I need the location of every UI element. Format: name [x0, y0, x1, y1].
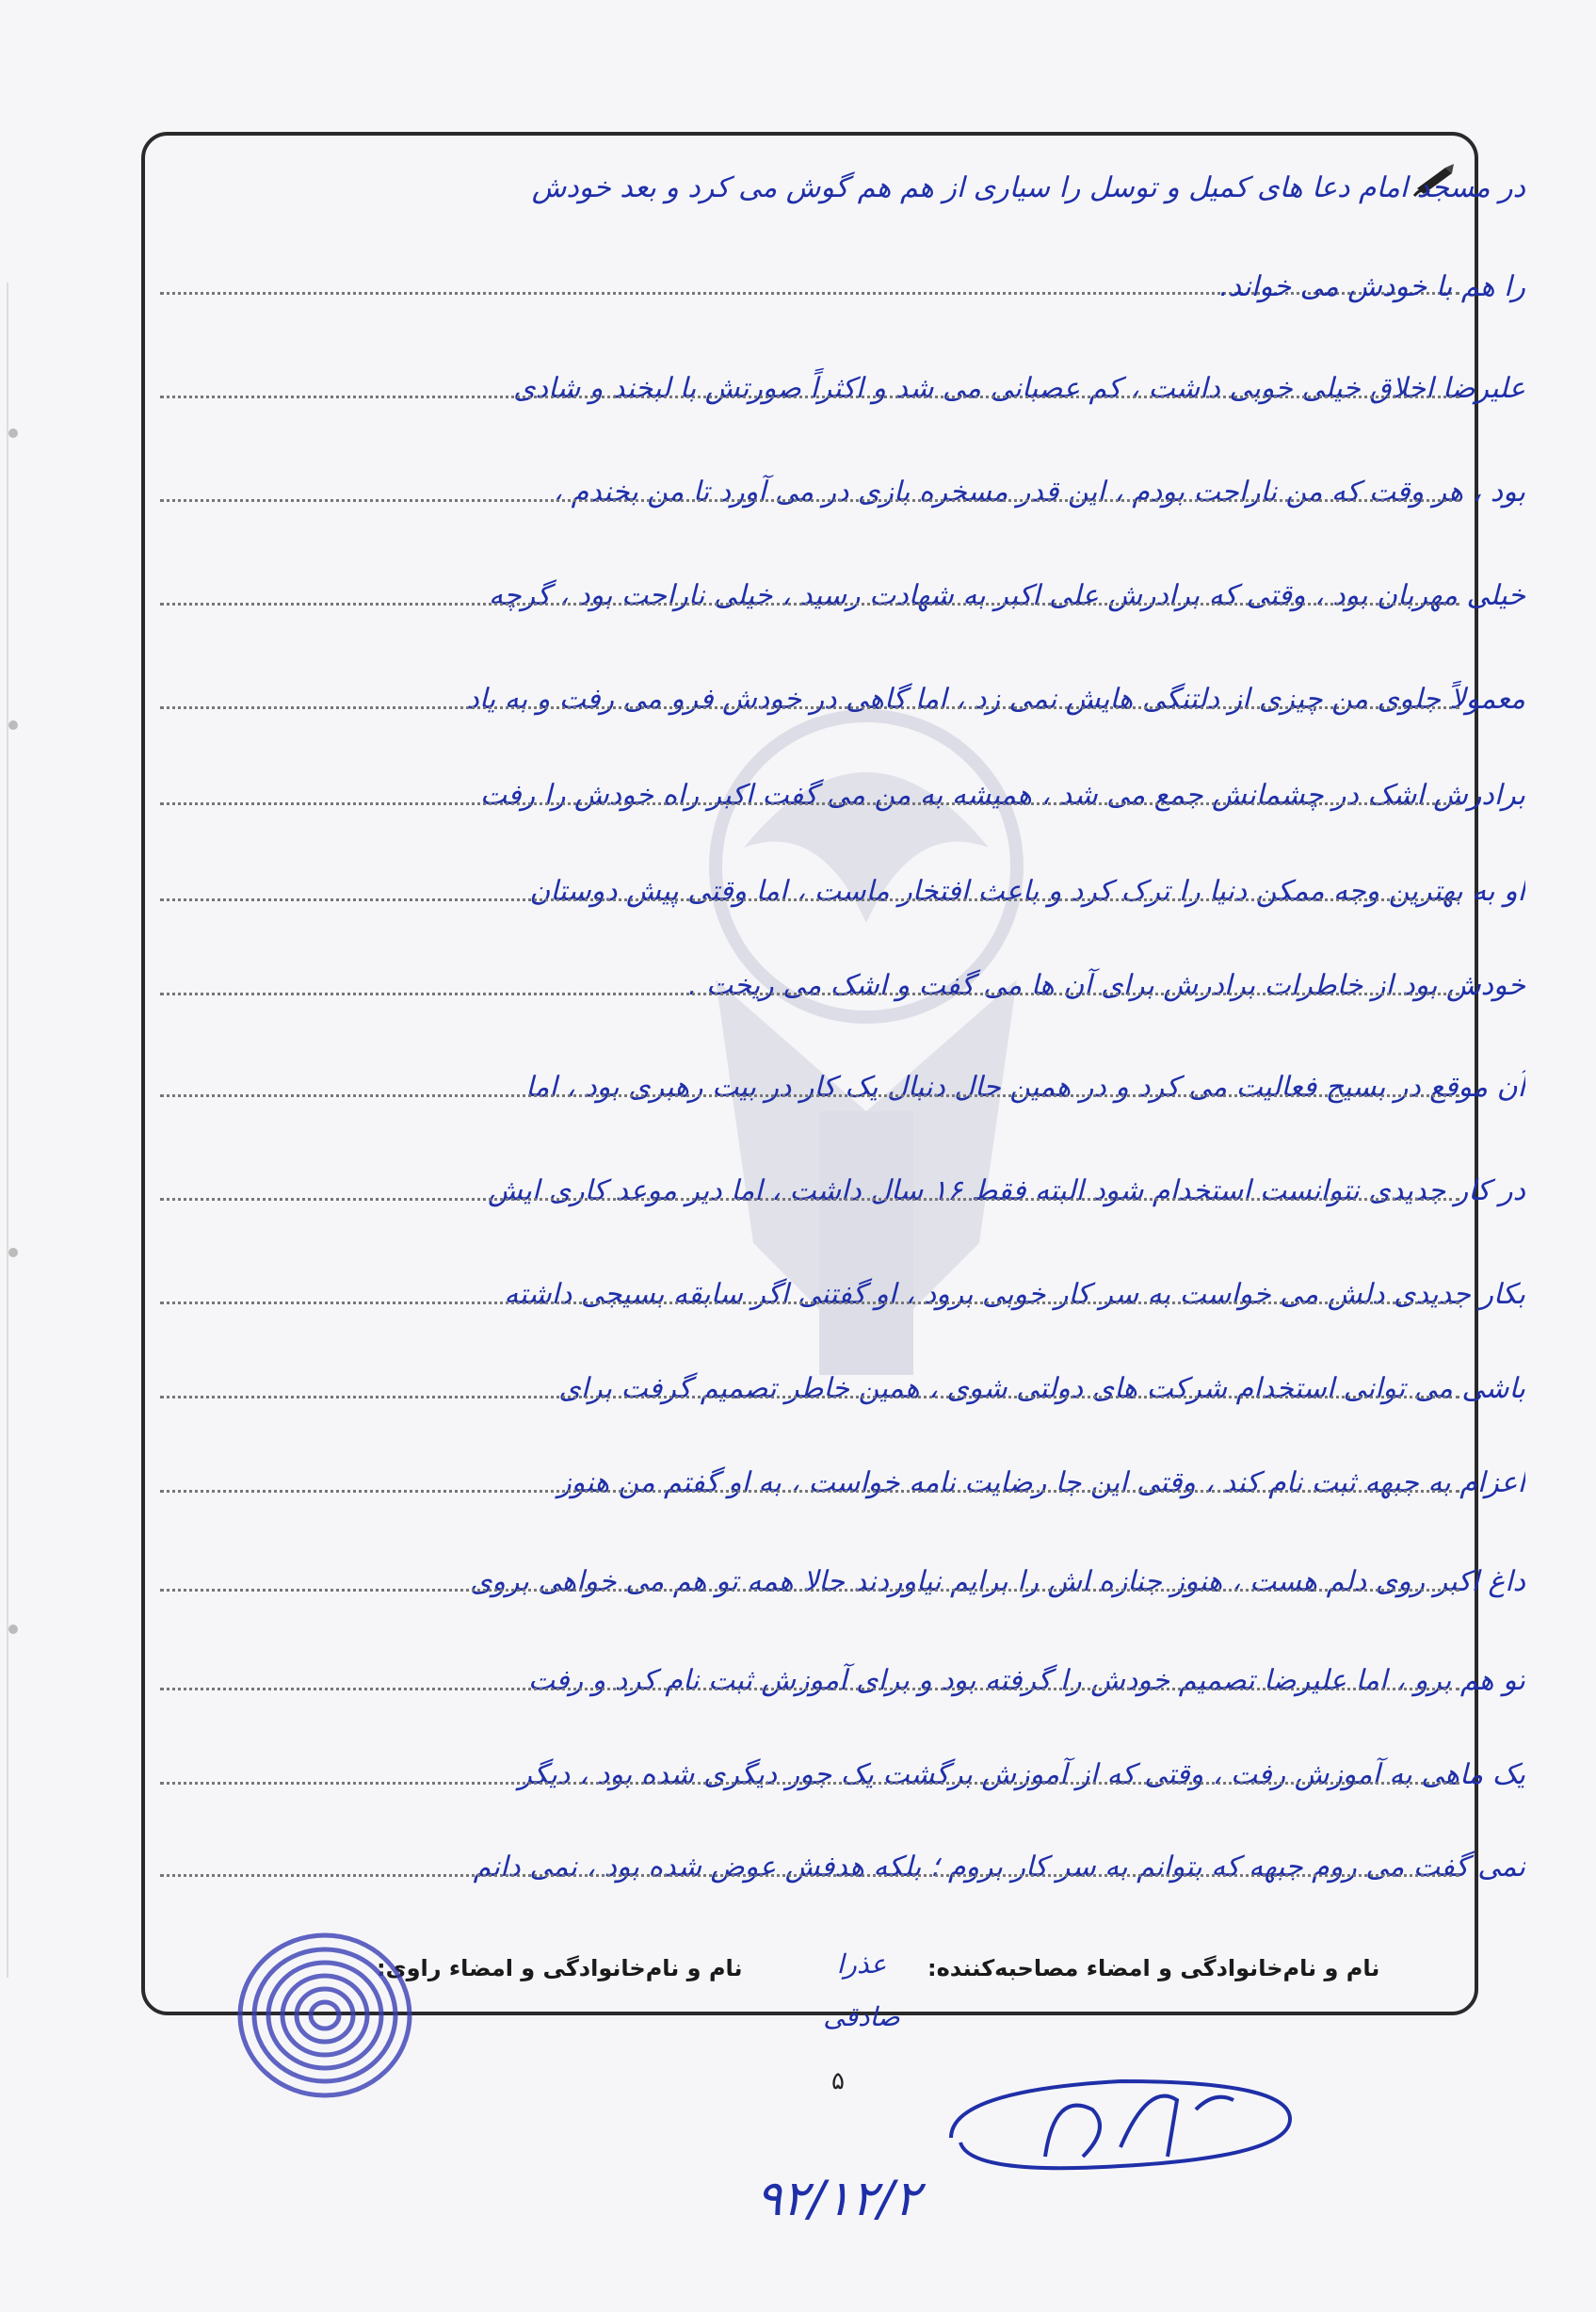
ruled-line	[160, 1589, 1459, 1592]
handwritten-line: اعزام به جبهه ثبت نام کند ، وقتی این جا رضایت نامه خواست ، به او گفتم من هنوز	[557, 1466, 1525, 1499]
ruled-line	[160, 1782, 1459, 1785]
handwritten-line: یک ماهی به آموزش رفت ، وقتی که از آموزش برگشت یک جور دیگری شده بود ، دیگر	[518, 1758, 1525, 1791]
handwritten-line: بکار جدیدی دلش می خواست به سر کار خوبی برود ، او گفتنی اگر سابقه بسیجی داشته	[504, 1278, 1525, 1311]
ruled-line	[160, 396, 1459, 398]
handwritten-date: ۹۲/۱۲/۲	[755, 2171, 921, 2227]
handwritten-line: علیرضا اخلاق خیلی خوبی داشت ، کم عصبانی می شد و اکثراً صورتش با لبخند و شادی	[513, 372, 1525, 405]
ruled-line	[160, 1302, 1459, 1304]
ruled-line	[160, 1688, 1459, 1690]
handwritten-line: خودش بود از خاطرات برادرش برای آن ها می گفت و اشک می ریخت .	[687, 969, 1525, 1002]
interviewer-name: عذرا صادقی	[823, 1948, 900, 2032]
page-number: ۵	[831, 2067, 845, 2095]
handwritten-line: تو هم برو ، اما علیرضا تصمیم خودش را گرفته بود و برای آموزش ثبت نام کرد و رفت	[527, 1664, 1525, 1697]
handwritten-line: در مسجد امام دعا های کمیل و توسل را سیاری از هم هم گوش می کرد و بعد خودش	[531, 171, 1525, 204]
handwritten-line: برادرش اشک در چشمانش جمع می شد ، همیشه به من می گفت اکبر راه خودش را رفت	[479, 779, 1525, 812]
ruled-line	[160, 499, 1459, 502]
ruled-line	[160, 603, 1459, 606]
fingerprint	[221, 1921, 428, 2110]
handwritten-line: او به بهترین وجه ممکن دنیا را ترک کرد و باعث افتخار ماست ، اما وقتی پیش دوستان	[529, 875, 1525, 908]
ruled-line	[160, 1094, 1459, 1097]
handwritten-line: نمی گفت می روم جبهه که بتوانم به سر کار بروم ؛ بلکه هدفش عوض شده بود ، نمی دانم	[473, 1851, 1525, 1884]
handwritten-line: بود ، هر وقت که من ناراحت بودم ، این قدر مسخره بازی در می آورد تا من بخندم ،	[553, 476, 1525, 509]
handwritten-line: باشی می توانی استخدام شرکت های دولتی شوی ، همین خاطر تصمیم گرفت برای	[558, 1372, 1525, 1405]
handwritten-line: خیلی مهربان بود ، وقتی که برادرش علی اکبر به شهادت رسید ، خیلی ناراحت بود ، گرچه	[489, 579, 1525, 612]
handwritten-line: آن موقع در بسیج فعالیت می کرد و در همین حال دنبال یک کار در بیت رهبری بود ، اما	[525, 1071, 1525, 1104]
interviewer-label: نام و نام‌خانوادگی و امضاء مصاحبه‌کننده:	[927, 1955, 1380, 1981]
ruled-line	[160, 1874, 1459, 1877]
handwritten-line: را هم با خودش می خواند.	[1219, 270, 1525, 303]
handwritten-line: در کار جدیدی نتوانست استخدام شود البته فقط ۱۶ سال داشت ، اما دیر موعد کاری ایش	[488, 1174, 1525, 1207]
ruled-line	[160, 993, 1459, 995]
ruled-line	[160, 802, 1459, 805]
ruled-line	[160, 1396, 1459, 1399]
ruled-line	[160, 1198, 1459, 1201]
handwritten-line: داغ اکبر روی دلم هست ، هنوز جنازه اش را برایم نیاوردند حالا همه تو هم می خواهی بروی	[469, 1565, 1525, 1598]
ruled-line	[160, 1490, 1459, 1493]
narrator-label: نام و نام‌خانوادگی و امضاء راوی:	[377, 1955, 743, 1981]
ruled-line	[160, 898, 1459, 901]
ruled-line	[160, 706, 1459, 709]
signature	[932, 2053, 1309, 2185]
handwritten-line: معمولاً جلوی من چیزی از دلتنگی هایش نمی زد ، اما گاهی در خودش فرو می رفت و به یاد	[466, 683, 1525, 716]
